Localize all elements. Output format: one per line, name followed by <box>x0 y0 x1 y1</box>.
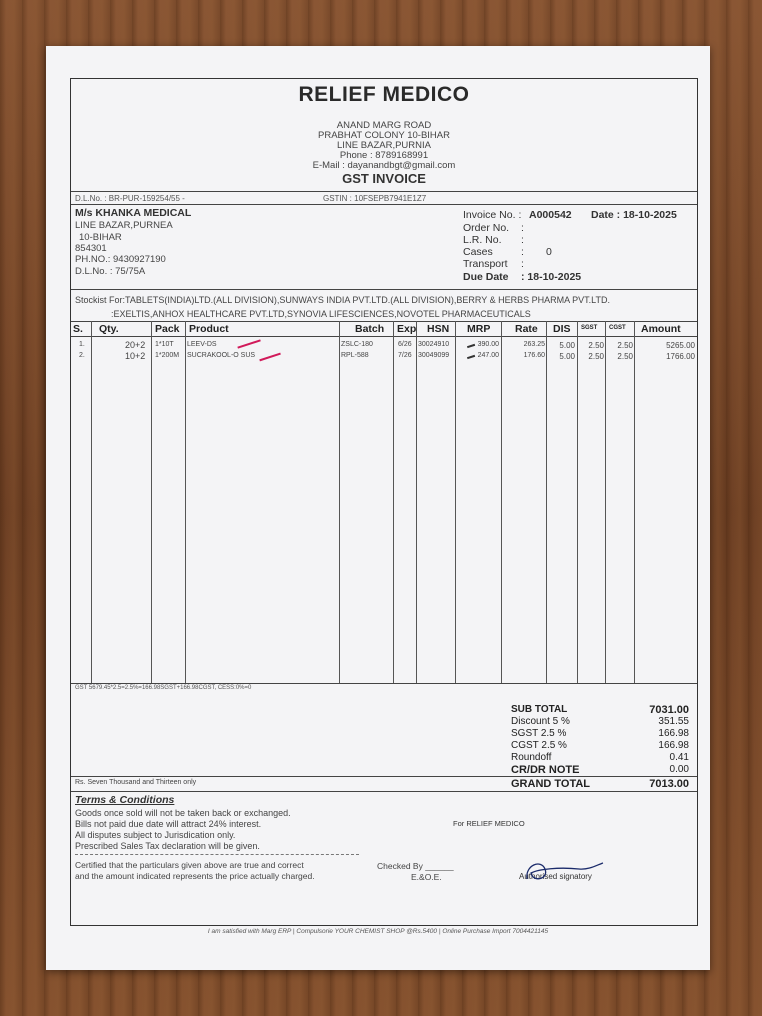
crdr-note-label: CR/DR NOTE <box>511 764 580 776</box>
sgst-value: 166.98 <box>658 728 689 739</box>
table-row-2-rate: 176.60 <box>523 352 545 359</box>
invoice-date: Date : 18-10-2025 <box>591 209 677 221</box>
column-divider <box>546 321 547 683</box>
grand-total-value: 7013.00 <box>649 778 689 790</box>
buyer-phone: PH.NO.: 9430927190 <box>75 254 166 265</box>
terms-line-2: Bills not paid due date will attract 24% interest. <box>75 819 262 829</box>
terms-line-4: Prescribed Sales Tax declaration will be given. <box>75 841 260 851</box>
table-row-2-dis: 5.00 <box>559 352 575 361</box>
certification-line-2: and the amount indicated represents the price actually charged. <box>75 871 315 881</box>
checked-by-label: Checked By ______ <box>377 861 454 871</box>
header-product: Product <box>189 323 229 335</box>
header-pack: Pack <box>155 323 180 335</box>
crdr-note-value: 0.00 <box>669 764 689 775</box>
table-row-1-cgst: 2.50 <box>617 341 633 350</box>
invoice-paper <box>46 46 710 970</box>
header-exp: Exp <box>397 323 417 335</box>
buyer-line-2: 10-BIHAR <box>79 232 122 243</box>
table-row-2-qty: 10+2 <box>125 351 146 361</box>
header-sgst: SGST <box>581 325 598 331</box>
table-row-1-rate: 263.25 <box>523 341 545 348</box>
cgst-value: 166.98 <box>658 740 689 751</box>
table-row-1-product: LEEV-DS <box>187 341 217 348</box>
gst-summary: GST 5679.45*2.5=2.5%=166.98SGST+166.98CGST, CESS:0%=0 <box>75 685 252 691</box>
header-dis: DIS <box>553 323 571 335</box>
divider <box>71 791 697 792</box>
table-row-2-pack: 1*200M <box>155 352 180 359</box>
roundoff-value: 0.41 <box>669 752 689 763</box>
invoice-title: GST INVOICE <box>342 171 426 186</box>
table-row-1-mrp: 390.00 <box>477 341 499 348</box>
header-batch: Batch <box>355 323 385 335</box>
table-row-1-batch: ZSLC-180 <box>341 341 373 348</box>
table-bottom-border <box>71 683 697 684</box>
signature-scribble <box>519 855 611 887</box>
column-divider <box>151 321 152 683</box>
header-hsn: HSN <box>427 323 450 335</box>
shop-address-line-3: LINE BAZAR,PURNIA <box>337 140 431 151</box>
column-divider <box>605 321 606 683</box>
table-top-border <box>71 321 697 322</box>
header-sno: S. <box>73 323 83 335</box>
table-row-2-amount: 1766.00 <box>666 352 695 361</box>
header-amount: Amount <box>641 323 681 335</box>
discount-value: 351.55 <box>658 716 689 727</box>
invoice-no-label: Invoice No. : <box>463 209 522 221</box>
table-row-2-sno: 2. <box>79 352 85 359</box>
terms-line-1: Goods once sold will not be taken back or exchanged. <box>75 808 291 818</box>
shop-name: RELIEF MEDICO <box>298 83 470 106</box>
terms-title: Terms & Conditions <box>75 794 175 806</box>
table-row-1-exp: 6/26 <box>398 341 412 348</box>
due-date-value: : 18-10-2025 <box>521 271 582 283</box>
pen-tick-mark <box>259 353 280 361</box>
separator: : <box>521 258 524 270</box>
buyer-line-1: LINE BAZAR,PURNEA <box>75 220 173 231</box>
for-shop-label: For RELIEF MEDICO <box>453 819 525 828</box>
dashed-divider <box>75 854 359 855</box>
sub-total-label: SUB TOTAL <box>511 704 568 715</box>
table-row-2-sgst: 2.50 <box>588 352 604 361</box>
divider <box>71 289 697 290</box>
transport-label: Transport <box>463 258 508 270</box>
certification-line-1: Certified that the particulars given above are true and correct <box>75 860 304 870</box>
divider <box>71 204 697 205</box>
footer-note: I am satisfied with Marg ERP | Compulsorie YOUR CHEMIST SHOP @Rs.5400 | Online Purchase Import 7004421145 <box>207 928 549 935</box>
divider <box>507 776 697 777</box>
cgst-label: CGST 2.5 % <box>511 740 567 751</box>
table-row-2-exp: 7/26 <box>398 352 412 359</box>
invoice-frame <box>70 78 698 926</box>
table-row-1-qty: 20+2 <box>125 340 146 350</box>
column-divider <box>634 321 635 683</box>
sgst-label: SGST 2.5 % <box>511 728 567 739</box>
buyer-name: M/s KHANKA MEDICAL <box>75 207 192 219</box>
header-rate: Rate <box>515 323 538 335</box>
table-row-1-pack: 1*10T <box>155 341 174 348</box>
table-row-2-cgst: 2.50 <box>617 352 633 361</box>
grand-total-label: GRAND TOTAL <box>511 778 591 790</box>
stockist-line-1: Stockist For:TABLETS(INDIA)LTD.(ALL DIVISION),SUNWAYS INDIA PVT.LTD.(ALL DIVISION),BERRY & HERBS PHARMA PVT.LTD. <box>75 295 610 305</box>
cases-label: Cases <box>463 246 493 258</box>
invoice-no: A000542 <box>529 209 572 221</box>
column-divider <box>393 321 394 683</box>
discount-label: Discount 5 % <box>511 716 570 727</box>
table-row-2-product: SUCRAKOOL-O SUS <box>187 352 256 359</box>
authorised-signatory-label: Authorised signatory <box>519 872 592 881</box>
shop-address-line-1: ANAND MARG ROAD <box>336 120 432 131</box>
table-row-1-sgst: 2.50 <box>588 341 604 350</box>
terms-line-3: All disputes subject to Jurisdication only. <box>75 830 236 840</box>
column-divider <box>91 321 92 683</box>
stockist-line-2: :EXELTIS,ANHOX HEALTHCARE PVT.LTD,SYNOVIA LIFESCIENCES,NOVOTEL PHARMACEUTICALS <box>111 309 531 319</box>
shop-address-line-2: PRABHAT COLONY 10-BIHAR <box>318 130 450 141</box>
due-date-label: Due Date <box>463 271 509 283</box>
table-row-1-dis: 5.00 <box>559 341 575 350</box>
buyer-dl-no: D.L.No. : 75/75A <box>75 266 146 277</box>
buyer-line-3: 854301 <box>75 243 107 254</box>
header-qty: Qty. <box>99 323 119 335</box>
amount-in-words: Rs. Seven Thousand and Thirteen only <box>75 779 197 786</box>
divider <box>71 776 507 777</box>
header-mrp: MRP <box>467 323 491 335</box>
eoe-label: E.&O.E. <box>411 872 442 882</box>
column-divider <box>455 321 456 683</box>
table-row-2-mrp: 247.00 <box>477 352 499 359</box>
table-row-2-batch: RPL-588 <box>341 352 369 359</box>
column-divider <box>416 321 417 683</box>
table-row-2-hsn: 30049099 <box>418 352 450 359</box>
separator: : <box>521 246 524 258</box>
column-divider <box>501 321 502 683</box>
shop-email: E-Mail : dayanandbgt@gmail.com <box>312 160 456 171</box>
shop-dl-no: D.L.No. : BR-PUR-159254/55 - <box>75 194 185 203</box>
lr-no-label: L.R. No. <box>463 234 502 246</box>
column-divider <box>339 321 340 683</box>
column-divider <box>185 321 186 683</box>
order-no-label: Order No. <box>463 222 510 234</box>
column-divider <box>577 321 578 683</box>
shop-phone: Phone : 8789168991 <box>339 150 429 161</box>
separator: : <box>521 222 524 234</box>
table-row-1-hsn: 30024910 <box>418 341 450 348</box>
table-row-1-sno: 1. <box>79 341 85 348</box>
pen-tick-mark <box>237 339 260 348</box>
table-header-border <box>71 336 697 337</box>
table-row-1-amount: 5265.00 <box>666 341 695 350</box>
shop-gstin: GSTIN : 10FSEPB7941E1Z7 <box>323 194 427 203</box>
cases-value: 0 <box>546 246 552 258</box>
header-cgst: CGST <box>609 325 626 331</box>
separator: : <box>521 234 524 246</box>
divider <box>71 191 697 192</box>
sub-total-value: 7031.00 <box>649 704 689 716</box>
roundoff-label: Roundoff <box>511 752 552 763</box>
